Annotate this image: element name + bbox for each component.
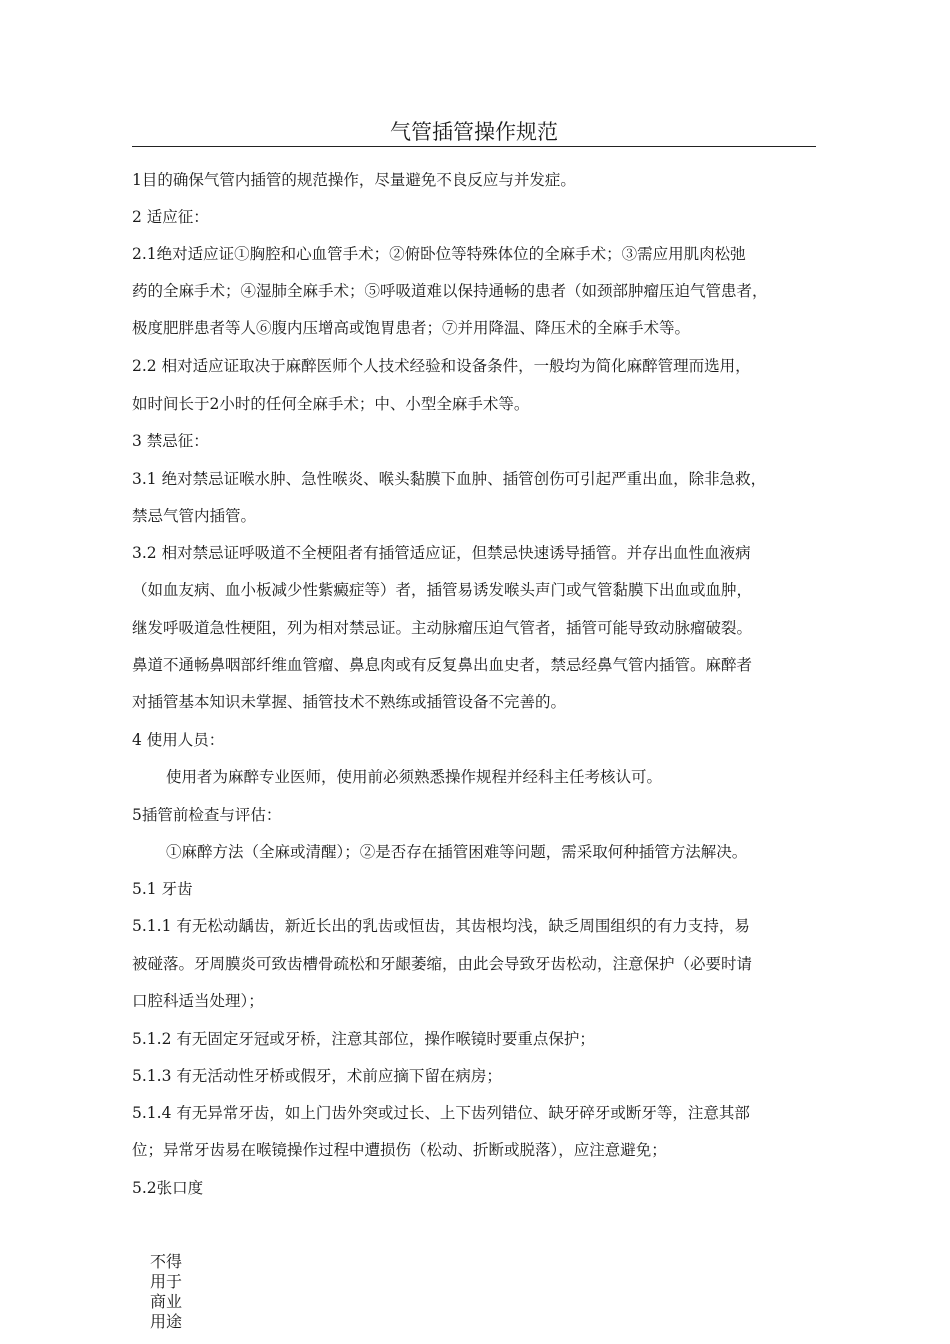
watermark-line: 用于 (150, 1272, 183, 1291)
text-line: 被碰落。牙周膜炎可致齿槽骨疏松和牙龈萎缩，由此会导致牙齿松动，注意保护（必要时请 (132, 955, 753, 973)
text-line: ①麻醉方法（全麻或清醒）；②是否存在插管困难等问题，需采取何种插管方法解决。 (166, 843, 748, 861)
text-line: 鼻道不通畅鼻咽部纤维血管瘤、鼻息肉或有反复鼻出血史者，禁忌经鼻气管内插管。麻醉者 (132, 656, 753, 674)
text-line: 4 使用人员： (132, 731, 225, 749)
text-line: 5插管前检查与评估： (132, 806, 282, 824)
text-line: 5.1.4 有无异常牙齿，如上门齿外突或过长、上下齿列错位、缺牙碎牙或断牙等，注意其部 (132, 1104, 750, 1122)
watermark-line: 商业 (150, 1292, 183, 1311)
text-line: 1目的确保气管内插管的规范操作，尽量避免不良反应与并发症。 (132, 171, 576, 189)
text-line: 5.1.3 有无活动性牙桥或假牙，术前应摘下留在病房； (132, 1067, 502, 1085)
text-line: 3 禁忌征： (132, 432, 209, 450)
watermark-line: 不得 (150, 1252, 183, 1271)
text-line: 继发呼吸道急性梗阻，列为相对禁忌证。主动脉瘤压迫气管者，插管可能导致动脉瘤破裂。 (132, 619, 753, 637)
text-line: 位；异常牙齿易在喉镜操作过程中遭损伤（松动、折断或脱落），应注意避免； (132, 1141, 667, 1159)
text-line: 3.1 绝对禁忌证喉水肿、急性喉炎、喉头黏膜下血肿、插管创伤可引起严重出血，除非急救， (132, 470, 767, 488)
text-line: 5.1 牙齿 (132, 880, 193, 898)
text-line: 2 适应征： (132, 208, 209, 226)
text-line: 2.2 相对适应证取决于麻醉医师个人技术经验和设备条件，一般均为简化麻醉管理而选用， (132, 357, 751, 375)
text-line: 如时间长于2小时的任何全麻手术；中、小型全麻手术等。 (132, 395, 530, 413)
text-line: 5.1.2 有无固定牙冠或牙桥，注意其部位，操作喉镜时要重点保护； (132, 1030, 595, 1048)
watermark-text (150, 1252, 190, 1332)
text-line: 使用者为麻醉专业医师，使用前必须熟悉操作规程并经科主任考核认可。 (166, 768, 663, 786)
document-title: 气管插管操作规范 (132, 118, 816, 147)
text-line: 药的全麻手术；④湿肺全麻手术；⑤呼吸道难以保持通畅的患者（如颈部肿瘤压迫气管患者， (132, 282, 768, 300)
watermark-line: 用途 (150, 1312, 183, 1331)
text-line: 3.2 相对禁忌证呼吸道不全梗阻者有插管适应证，但禁忌快速诱导插管。并存出血性血液病 (132, 544, 751, 562)
text-line: （如血友病、血小板减少性紫癜症等）者，插管易诱发喉头声门或气管黏膜下出血或血肿， (132, 581, 753, 599)
text-line: 口腔科适当处理）； (132, 992, 264, 1010)
text-line: 2.1绝对适应证①胸腔和心血管手术；②俯卧位等特殊体位的全麻手术；③需应用肌肉松弛 (132, 245, 746, 263)
text-line: 对插管基本知识未掌握、插管技术不熟练或插管设备不完善的。 (132, 693, 567, 711)
text-line: 禁忌气管内插管。 (132, 507, 257, 525)
text-line: 极度肥胖患者等人⑥腹内压增高或饱胃患者；⑦并用降温、降压术的全麻手术等。 (132, 319, 691, 337)
text-line: 5.2张口度 (132, 1179, 204, 1197)
text-line: 5.1.1 有无松动龋齿，新近长出的乳齿或恒齿，其齿根均浅，缺乏周围组织的有力支持，易 (132, 917, 750, 935)
